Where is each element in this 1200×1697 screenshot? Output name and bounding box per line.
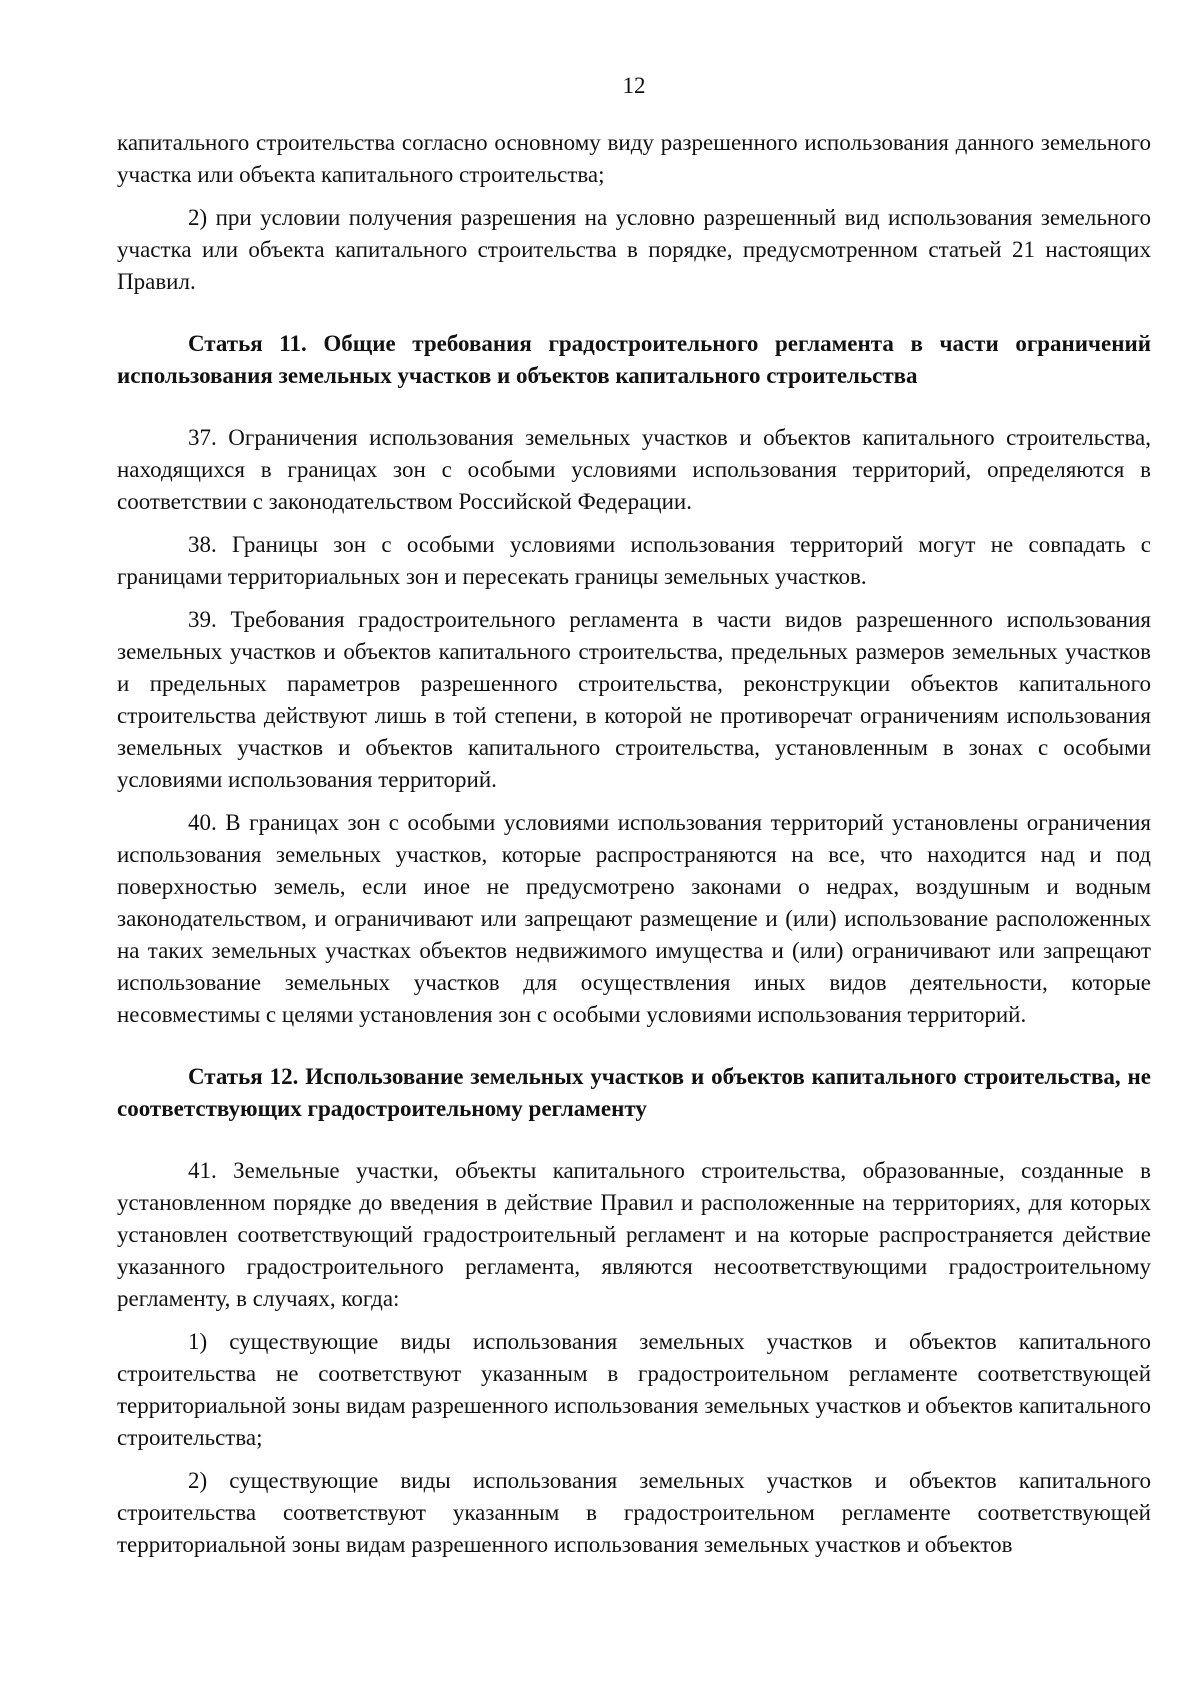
page-content [117, 127, 1151, 1561]
article-11-heading: Статья 11. Общие требования градостроительного регламента в части ограничений использования земельных участков и объектов капитального строительства [117, 331, 1151, 388]
paragraph-37: 37. Ограничения использования земельных участков и объектов капитального строительства, находящихся в границах зон с особыми условиями использования территорий, определяются в соответствии с законодательством Российской Федерации. [117, 425, 1151, 514]
paragraph-41: 41. Земельные участки, объекты капитального строительства, образованные, созданные в установленном порядке до введения в действие Правил и расположенные на территориях, для которых установлен соответствующий градостроительный регламент и на которые распространяется действие указанного градостроительного регламента, являются несоответствующими градостроительному регламенту, в случаях, когда: [117, 1158, 1151, 1311]
paragraph-40: 40. В границах зон с особыми условиями использования территорий установлены ограничения использования земельных участков, которые распространяются на все, что находится над и под поверхностью земель, если иное не предусмотрено законами о недрах, воздушным и водным законодательством, и ограничивают или запрещают размещение и (или) использование расположенных на таких земельных участках объектов недвижимого имущества и (или) ограничивают или запрещают использование земельных участков для осуществления иных видов деятельности, которые несовместимы с целями установления зон с особыми условиями использования территорий. [117, 810, 1151, 1027]
paragraph-item-2: 2) при условии получения разрешения на условно разрешенный вид использования земельного участка или объекта капитального строительства в порядке, предусмотренном статьей 21 настоящих Правил. [117, 205, 1151, 294]
paragraph-continuation: капитального строительства согласно основному виду разрешенного использования данного земельного участка или объекта капитального строительства; [117, 130, 1151, 187]
page-number: 12 [622, 73, 646, 98]
paragraph-39: 39. Требования градостроительного регламента в части видов разрешенного использования земельных участков и объектов капитального строительства, предельных размеров земельных участков и предельных параметров разрешенного строительства, реконструкции объектов капитального строительства действуют лишь в той степени, в которой не противоречат ограничениям использования земельных участков и объектов капитального строительства, установленным в зонах с особыми условиями использования территорий. [117, 607, 1151, 792]
paragraph-38: 38. Границы зон с особыми условиями использования территорий могут не совпадать с границами территориальных зон и пересекать границы земельных участков. [117, 532, 1151, 589]
paragraph-41-item-2: 2) существующие виды использования земельных участков и объектов капитального строительства соответствуют указанным в градостроительном регламенте соответствующей территориальной зоны видам разрешенного использования земельных участков и объектов [117, 1468, 1151, 1557]
paragraph-41-item-1: 1) существующие виды использования земельных участков и объектов капитального строительства не соответствуют указанным в градостроительном регламенте соответствующей территориальной зоны видам разрешенного использования земельных участков и объектов капитального строительства; [117, 1329, 1151, 1450]
article-12-heading: Статья 12. Использование земельных участков и объектов капитального строительства, не соответствующих градостроительному регламенту [117, 1064, 1151, 1121]
